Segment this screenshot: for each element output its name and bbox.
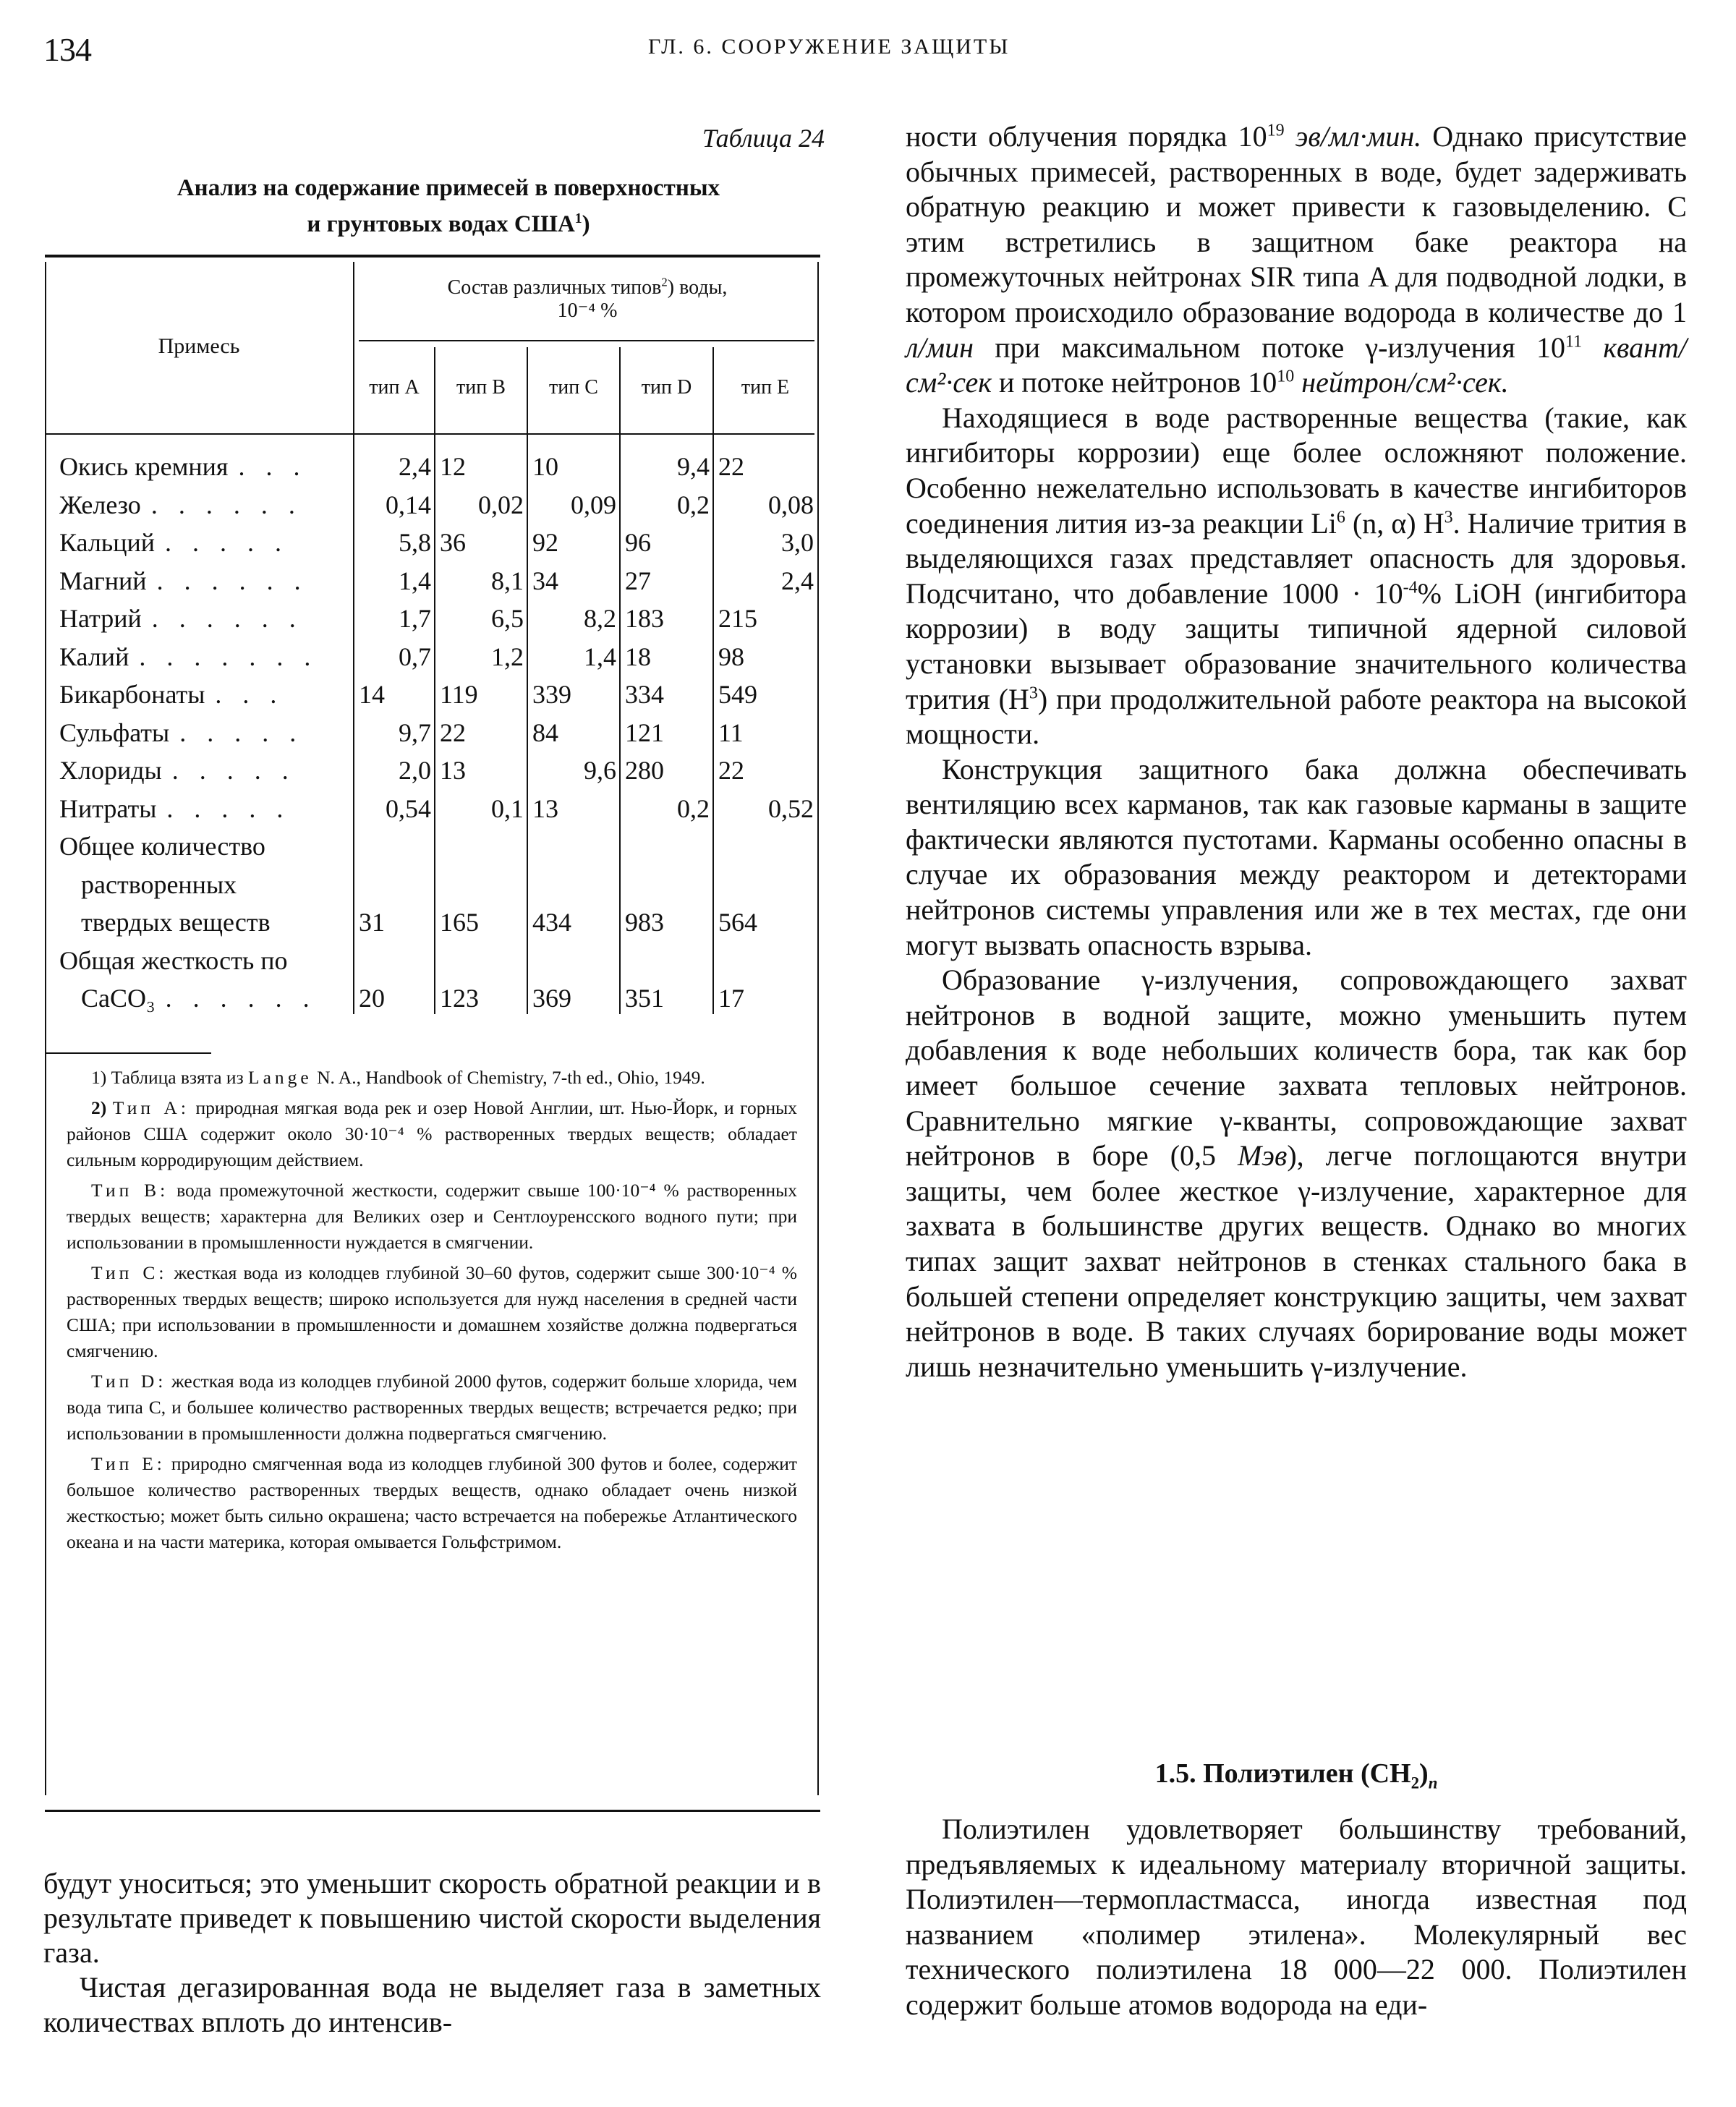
table-cell: 17: [718, 984, 744, 1013]
table-cell: 280: [625, 756, 664, 785]
exponent: 10: [1277, 367, 1295, 386]
row-label: [59, 718, 303, 748]
text: и потоке нейтронов 10: [991, 366, 1277, 399]
table-left-border: [45, 262, 46, 1795]
table-footnotes: [67, 1065, 797, 1559]
table-cell: 22: [718, 452, 744, 481]
table-cell: 121: [625, 718, 664, 747]
table-cell: 0,08: [768, 490, 814, 519]
row-label: растворенных: [81, 869, 237, 899]
table-cell: 2,4: [399, 452, 431, 481]
header-group: [363, 276, 812, 323]
footnote-type: Тип B:: [91, 1180, 169, 1201]
row-label: [59, 755, 296, 786]
left-column-body: [43, 1866, 821, 2040]
footnote-type: Тип A:: [112, 1097, 190, 1118]
footnote-type-c: [67, 1260, 797, 1364]
unit: квант/см²·сек: [906, 331, 1687, 399]
table-cell: 1,7: [399, 604, 431, 633]
subscript: n: [1428, 1774, 1438, 1792]
row-label: [59, 566, 308, 596]
table-cell: 9,4: [677, 452, 710, 481]
row-label-text: Кальций: [59, 528, 156, 557]
column-header-type-e: тип E: [741, 376, 790, 399]
paragraph: [906, 963, 1687, 1384]
row-label-text: Калий: [59, 642, 129, 671]
paragraph: [906, 401, 1687, 752]
row-label-text: Нитраты: [59, 793, 157, 823]
row-label-text: Хлориды: [59, 756, 162, 785]
table-title-line2: и грунтовых водах США: [307, 211, 575, 237]
table-cell: 13: [440, 756, 466, 785]
text: (n, α) H: [1345, 506, 1444, 540]
table-cell: 0,54: [386, 793, 431, 823]
footnote-mark: 1): [91, 1067, 107, 1088]
table-cell: 434: [532, 908, 571, 937]
table-cell: 2,0: [399, 756, 431, 785]
table-cell: 8,1: [491, 566, 524, 595]
table-cell: 2,4: [781, 566, 814, 595]
footnote-text: жесткая вода из колодцев глубиной 30–60 футов, содержит сыше 300·10⁻⁴ % растворенных твердых веществ; широко используется для нужд населения в средней части США; при использовании в промышленности и домашнем хозяйстве должна подвергаться смягчению.: [67, 1262, 798, 1361]
row-label: [59, 642, 318, 672]
row-label-text: Окись кремния: [59, 452, 229, 481]
heading-text: ): [1419, 1758, 1429, 1789]
table-cell: 14: [359, 680, 385, 709]
text: . Наличие трития в выделяющихся газах представляет опасность для здоровья. Подсчитано, что добавление 1000 · 10: [906, 506, 1688, 610]
paragraph: будут уноситься; это уменьшит скорость обратной реакции и в результате приведет к повышению чистой скорости выделения газа.: [43, 1867, 821, 1969]
table-cell: 18: [625, 642, 651, 671]
row-label: [59, 793, 290, 824]
table-cell: 22: [718, 756, 744, 785]
table-cell: 183: [625, 604, 664, 633]
table-cell: 6,5: [491, 604, 524, 633]
footnote-2-type-a: [67, 1095, 797, 1173]
row-label-text: Сульфаты: [59, 718, 170, 747]
table-cell: 165: [440, 908, 479, 937]
table-cell: 339: [532, 680, 571, 709]
footnote-text: природно смягченная вода из колодцев глубиной 300 футов и более, содержит большое количество растворенных твердых веществ, однако обладает очень низкой жесткостью; может быть сильно окрашена; часто встречается на побережье Атлантического океана и на части материка, которая омывается Гольфстримом.: [67, 1453, 797, 1552]
leader-dots: . . . . . .: [156, 566, 308, 595]
row-label: [59, 679, 284, 710]
table-cell: 20: [359, 984, 385, 1013]
section-body: [906, 1812, 1687, 2023]
header-group-rule: [359, 340, 814, 341]
col-divider-cd: [619, 347, 621, 1014]
col-divider-de: [712, 347, 714, 1014]
unit: л/мин: [906, 331, 974, 364]
table-cell: 0,2: [677, 490, 710, 519]
table-cell: 0,7: [399, 642, 431, 671]
unit: нейтрон/см²·сек.: [1294, 366, 1509, 399]
unit: Мэв: [1238, 1139, 1288, 1172]
table-cell: 215: [718, 604, 757, 633]
table-cell: 1,2: [491, 642, 524, 671]
row-label: Общая жесткость по: [59, 945, 288, 975]
table-cell: 0,1: [491, 793, 524, 823]
header-impurity: Примесь: [158, 334, 240, 358]
leader-dots: . . .: [215, 680, 284, 709]
right-column-body: [906, 119, 1687, 1384]
paragraph: [906, 119, 1687, 401]
row-label-text: Магний: [59, 566, 147, 595]
table-cell: 119: [440, 680, 478, 709]
table-title-line1: Анализ на содержание примесей в поверхностных: [176, 175, 720, 201]
leader-dots: . . . . . .: [165, 984, 317, 1013]
table-cell: 0,14: [386, 490, 431, 519]
table-cell: 8,2: [584, 604, 616, 633]
text: ности облучения порядка 10: [906, 120, 1267, 153]
table-cell: 0,02: [478, 490, 524, 519]
text: при максимальном потоке γ-излучения 10: [973, 331, 1565, 364]
row-label-text: Железо: [59, 490, 141, 519]
text: Образование γ-излучения, сопровождающего захват нейтронов в водной защите, можно уменьшить путем добавления к воде небольших количеств бора, так как бор имеет большое сечение захвата тепловых нейтронов. Сравнительно мягкие γ-кванты, сопровождающие захват нейтронов в боре (0,5: [906, 963, 1687, 1172]
table-cell: 123: [440, 984, 479, 1013]
table-cell: 31: [359, 908, 385, 937]
leader-dots: . . . . . . .: [139, 642, 318, 671]
footnote-text: жесткая вода из колодцев глубиной 2000 футов, содержит больше хлорида, чем вода типа C, и большее количество растворенных твердых веществ; встречается редко; при использовании в промышленности должна подвергаться смягчению.: [67, 1371, 798, 1444]
table-cell: 0,09: [571, 490, 616, 519]
row-label: [59, 603, 303, 634]
row-label: [59, 527, 289, 558]
table-right-border: [817, 262, 819, 1795]
table-cell: 13: [532, 793, 558, 823]
paragraph: Чистая дегазированная вода не выделяет газа в заметных количествах вплоть до интенсив-: [43, 1971, 821, 2038]
leader-dots: . . . . . .: [151, 604, 303, 633]
table-cell: 983: [625, 908, 664, 937]
subscript: 2: [1410, 1774, 1420, 1792]
row-label: CaCO₃ . . . . . .: [81, 984, 317, 1013]
footnote-text: N. A., Handbook of Chemistry, 7-th ed., Ohio, 1949.: [312, 1067, 705, 1088]
text: Находящиеся в воде растворенные вещества (такие, как ингибиторы коррозии) еще более осложняют положение. Особенно нежелательно использовать в качестве ингибиторов соединения лития из-за реакции Li: [906, 401, 1687, 540]
footnote-type-e: [67, 1451, 797, 1555]
footnote-text: природная мягкая вода рек и озер Новой Англии, шт. Нью-Йорк, и горных районов США содержит около 30·10⁻⁴ % растворенных твердых веществ; обладает сильным корродирующим действием.: [67, 1097, 797, 1170]
text: Однако присутствие обычных примесей, растворенных в воде, будет задерживать обратную реакцию и может привести к газовыделению. С этим встретились в защитном баке реактора на промежуточных нейтронах SIR типа A для подводной лодки, в котором происходило образование водорода в количестве до 1: [906, 120, 1687, 328]
footnote-type-d: [67, 1369, 797, 1447]
col-divider-bc: [527, 347, 528, 1014]
table-cell: 334: [625, 680, 664, 709]
table-cell: 5,8: [399, 528, 431, 557]
row-label: [59, 490, 302, 520]
exponent: 6: [1336, 508, 1345, 527]
exponent: 3: [1029, 684, 1038, 703]
table-cell: 12: [440, 452, 466, 481]
row-label-text: Натрий: [59, 604, 142, 633]
paragraph: Полиэтилен удовлетворяет большинству требований, предъявляемых к идеальному материалу вторичной защиты. Полиэтилен—термопластмасса, иногда известная под названием «полимер этилена». Молекулярный вес технического полиэтилена 18 000—22 000. Полиэтилен содержит больше атомов водорода на еди-: [906, 1813, 1687, 2021]
table-top-rule: [45, 255, 820, 257]
table-cell: 9,6: [584, 756, 616, 785]
leader-dots: . . . . .: [171, 756, 296, 785]
footnote-1: [67, 1065, 797, 1091]
leader-dots: . . .: [238, 452, 307, 481]
table-bottom-rule: [45, 1810, 820, 1812]
leader-dots: . . . . .: [165, 528, 289, 557]
table-cell: 0,52: [768, 793, 814, 823]
text: ) при продолжительной работе реактора на высокой мощности.: [906, 682, 1688, 751]
footnote-type-b: [67, 1178, 797, 1256]
column-header-type-c: тип C: [549, 376, 598, 399]
col-divider-impurity: [353, 262, 354, 1014]
column-header-type-b: тип B: [456, 376, 506, 399]
exponent: 19: [1267, 121, 1285, 140]
text: ), легче поглощаются внутри защиты, чем более жесткое γ-излучение, характерное для захвата в большинстве других веществ. Однако во многих типах защит захват нейтронов в стенках стального бака в большей степени определяет конструкцию защиты, чем захват нейтронов в воде. В таких случаях борирование воды может лишь незначительно уменьшить γ-излучение.: [906, 1139, 1687, 1383]
col-divider-ab: [434, 347, 435, 1014]
table-cell: 369: [532, 984, 571, 1013]
page-number: 134: [43, 31, 91, 68]
header-group-text: Состав различных типов: [447, 276, 662, 299]
exponent: 3: [1444, 508, 1453, 527]
row-label: [59, 451, 307, 482]
footnote-type: Тип D:: [91, 1371, 167, 1392]
table-cell: 9,7: [399, 718, 431, 747]
table-cell: 1,4: [399, 566, 431, 595]
footnote-text: вода промежуточной жесткости, содержит свыше 100·10⁻⁴ % растворенных твердых веществ; характерна для Великих озер и Сентлоуренсского водного пути; при использовании в промышленности нуждается в смягчении.: [67, 1180, 797, 1253]
row-label: Общее количество: [59, 832, 265, 861]
footnote-mark: 2): [91, 1097, 107, 1118]
heading-text: 1.5. Полиэтилен (CH: [1154, 1758, 1411, 1789]
table-cell: 11: [718, 718, 744, 747]
table-cell: 27: [625, 566, 651, 595]
footnote-author: Lange: [248, 1067, 312, 1088]
table-cell: 98: [718, 642, 744, 671]
table-cell: 22: [440, 718, 466, 747]
footnote-type: Тип E:: [91, 1453, 166, 1474]
column-header-type-a: тип A: [369, 376, 420, 399]
leader-dots: . . . . .: [179, 718, 304, 747]
table-cell: 351: [625, 984, 664, 1013]
table-cell: 564: [718, 908, 757, 937]
leader-dots: . . . . .: [166, 793, 291, 823]
text: % LiOH (ингибитора коррозии) в воду защиты типичной ядерной силовой установки вызывает образование значительного количества трития (H: [906, 576, 1687, 715]
paragraph: Конструкция защитного бака должна обеспечивать вентиляцию всех карманов, так как газовые карманы в защите фактически являются пустотами. Карманы особенно опасны в случае их образования между реактором и детекторами нейтронов системы управления или же в тех местах, где они могут вызвать опасность взрыва.: [906, 752, 1687, 961]
footnote-mark: 1: [574, 210, 582, 226]
table-cell: 96: [625, 528, 651, 557]
table-cell: 1,4: [584, 642, 616, 671]
table-cell: 10: [532, 452, 558, 481]
table-cell: 0,2: [677, 793, 710, 823]
unit: эв/мл·мин.: [1284, 120, 1422, 153]
footnote-rule: [45, 1052, 211, 1054]
table-cell: 36: [440, 528, 466, 557]
footnote-mark: 2: [661, 275, 668, 289]
table-cell: 3,0: [781, 528, 814, 557]
row-label-text: Бикарбонаты: [59, 680, 205, 709]
column-header-type-d: тип D: [641, 376, 692, 399]
header-group-unit: 10⁻⁴ %: [557, 299, 618, 322]
running-head: ГЛ. 6. СООРУЖЕНИЕ ЗАЩИТЫ: [648, 35, 1010, 59]
footnote-text: Таблица взята из: [106, 1067, 249, 1088]
exponent: 11: [1565, 332, 1583, 352]
table-cell: 549: [718, 680, 757, 709]
section-heading: [906, 1758, 1687, 1792]
header-bottom-rule: [45, 433, 814, 435]
impurities-table: [45, 255, 820, 1811]
header-group-text-end: ) воды,: [667, 276, 728, 299]
table-label: Таблица 24: [702, 124, 825, 153]
table-title: Анализ на содержание примесей в поверхностных и грунтовых водах США$^1$): [176, 175, 720, 237]
table-cell: 34: [532, 566, 558, 595]
footnote-type: Тип C:: [91, 1262, 168, 1283]
exponent: -4: [1403, 578, 1418, 597]
table-cell: 84: [532, 718, 558, 747]
leader-dots: . . . . . .: [150, 490, 302, 519]
row-label: твердых веществ: [81, 908, 271, 937]
table-cell: 92: [532, 528, 558, 557]
